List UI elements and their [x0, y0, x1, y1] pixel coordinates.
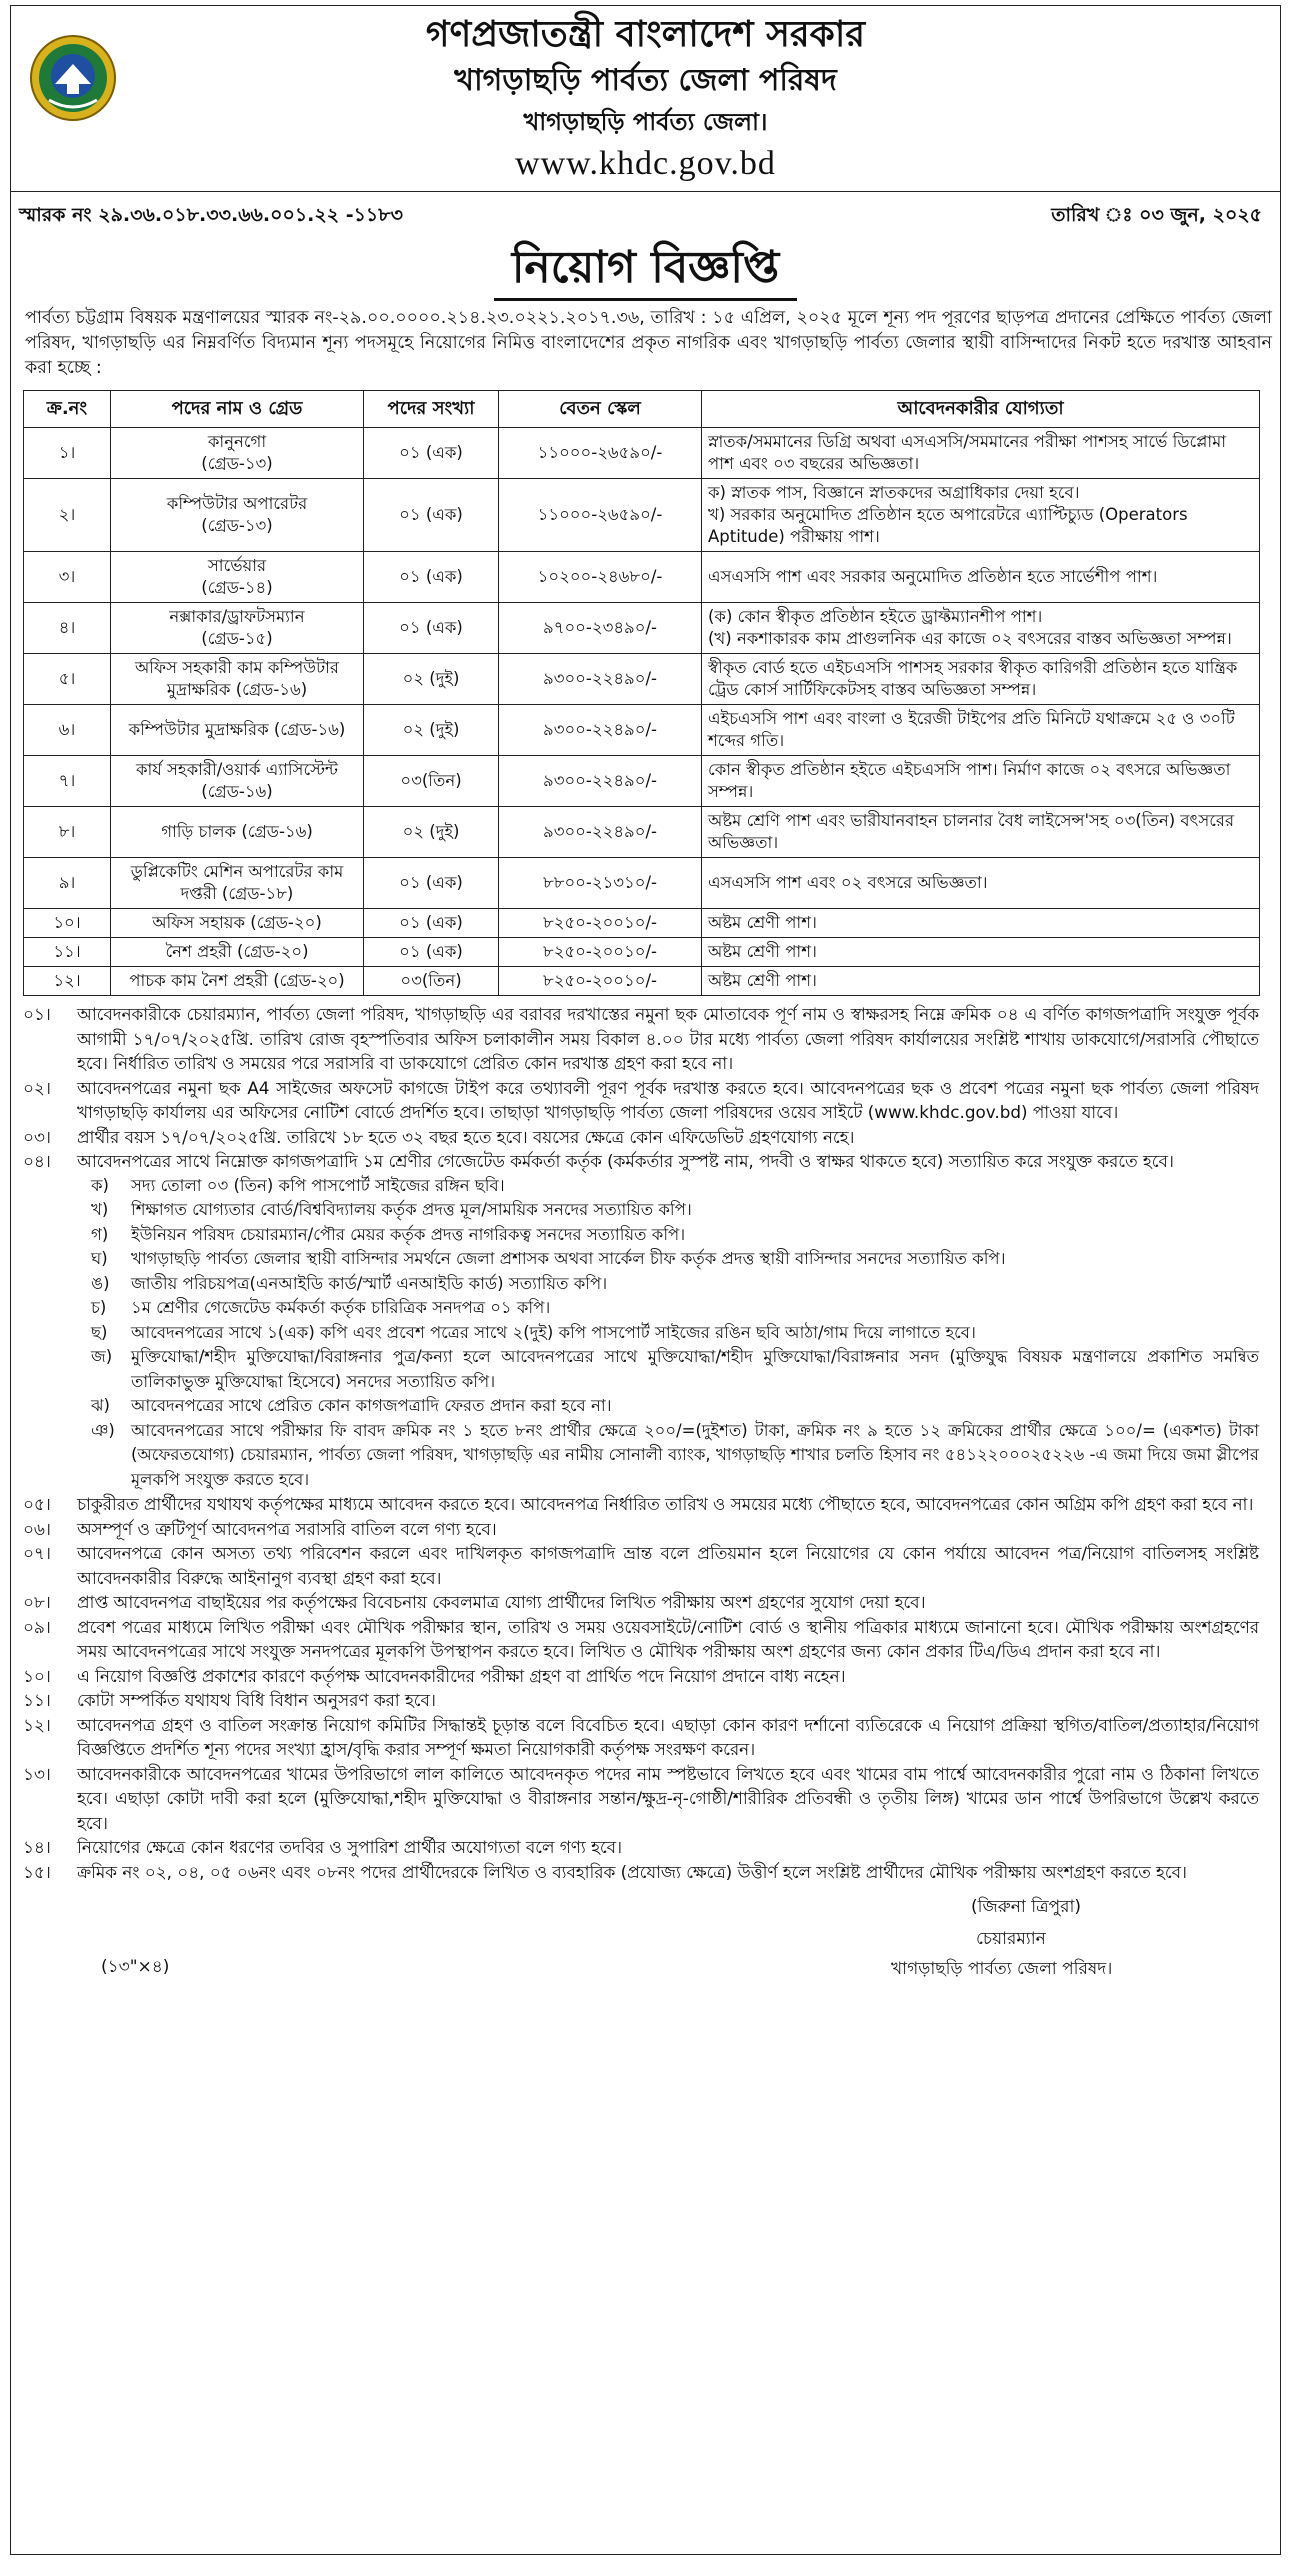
attachment-item	[77, 1321, 1259, 1346]
attachment-text: জাতীয় পরিচয়পত্র(এনআইডি কার্ড/স্মার্ট এনআইডি কার্ড) সত্যায়িত কপি।	[131, 1273, 608, 1293]
row-scale: ১০২০০-২৪৬৮০/-	[499, 552, 702, 603]
header-serial: ক্র.নং	[24, 391, 111, 428]
row-qualification: অষ্টম শ্রেণী পাশ।	[702, 909, 1260, 938]
row-post: নক্সাকার/ড্রাফটসম্যান (গ্রেড-১৫)	[111, 603, 364, 654]
table-row	[24, 807, 1260, 858]
condition-item	[19, 1492, 1259, 1517]
signer-name: (জিরুনা ত্রিপুরা)	[971, 1897, 1082, 1917]
signer-org: খাগড়াছড়ি পার্বত্য জেলা পরিষদ।	[891, 1959, 1113, 1979]
condition-number: ০৫।	[23, 1494, 51, 1514]
row-post: কম্পিউটার অপারেটর (গ্রেড-১৩)	[111, 479, 364, 552]
row-count: ০৩(তিন)	[364, 756, 499, 807]
row-scale: ৯৭০০-২৩৪৯০/-	[499, 603, 702, 654]
attachment-text: আবেদনপত্রের সাথে পরীক্ষার ফি বাবদ ক্রমিক নং ১ হতে ৮নং প্রার্থীর ক্ষেত্রে ২০০/=(দুইশত) টাকা, ক্রমিক নং ৯ হতে ১২ ক্রমিকের প্রার্থীর ক্ষেত্রে ১০০/= (একশত) টাকা (অফেরতযোগ্য) চেয়ারম্যান, পার্বত্য জেলা পরিষদ, খাগড়াছড়ি এর নামীয় সোনালী ব্যাংক, খাগড়াছড়ি শাখার চলতি হিসাব নং ৫৪১২২০০০২৫২২৬ -এ জমা দিয়ে জমা স্লীপের মূলকপি সংযুক্ত করতে হবে।	[131, 1420, 1259, 1489]
condition-number: ০৯।	[23, 1616, 51, 1637]
row-post: কানুনগো (গ্রেড-১৩)	[111, 428, 364, 479]
condition-item	[19, 1149, 1259, 1174]
row-qualification: অষ্টম শ্রেণী পাশ।	[702, 967, 1260, 996]
table-row	[24, 967, 1260, 996]
notice-page	[10, 5, 1281, 2555]
table-body	[24, 428, 1260, 996]
condition-number: ০৩।	[23, 1126, 51, 1147]
attachment-item	[77, 1394, 1259, 1419]
header-qualification: আবেদনকারীর যোগ্যতা	[702, 391, 1260, 428]
attachment-text: ইউনিয়ন পরিষদ চেয়ারম্যান/পৌর মেয়র কর্তৃক প্রদত্ত নাগরিকত্ব সনদের সত্যায়িত কপি।	[131, 1224, 686, 1244]
row-post: অফিস সহকারী কাম কম্পিউটার মুদ্রাক্ষরিক (গ্রেড-১৬)	[111, 654, 364, 705]
condition-text: প্রবেশ পত্রের মাধ্যমে লিখিত পরীক্ষা এবং মৌখিক পরীক্ষার স্থান, তারিখ ও সময় ওয়েবসাইটে/নোটিশ বোর্ড ও স্থানীয় পত্রিকার মাধ্যমে জানানো হবে। মৌখিক পরীক্ষায় অংশগ্রহণের সময় আবেদনপত্রের সাথে সংযুক্ত সনদপত্রের মূলকপি উপস্থাপন করতে হবে। লিখিত ও মৌখিক পরীক্ষায় অংশ গ্রহণের জন্য কোন প্রকার টিএ/ডিএ প্রদান করা হবে না।	[77, 1616, 1259, 1661]
table-row	[24, 756, 1260, 807]
row-qualification: স্নাতক/সমমানের ডিগ্রি অথবা এসএসসি/সমমানের পরীক্ষা পাশসহ সার্ভে ডিপ্লোমা পাশ এবং ০৩ বছরের অভিজ্ঞতা।	[702, 428, 1260, 479]
row-count: ০২ (দুই)	[364, 705, 499, 756]
condition-text: প্রাপ্ত আবেদনপত্র বাছাইয়ের পর কর্তৃপক্ষের বিবেচনায় কেবলমাত্র যোগ্য প্রার্থীদের লিখিত পরীক্ষায় অংশ গ্রহণের সুযোগ দেয়া হবে।	[77, 1592, 926, 1612]
attachment-item	[77, 1272, 1259, 1297]
attachment-item	[77, 1247, 1259, 1272]
condition-number: ০১।	[23, 1004, 51, 1024]
condition-item	[19, 1541, 1259, 1590]
condition-item	[19, 1664, 1259, 1689]
row-scale: ৯৩০০-২২৪৯০/-	[499, 705, 702, 756]
row-scale: ১১০০০-২৬৫৯০/-	[499, 428, 702, 479]
row-qualification: অষ্টম শ্রেণী পাশ।	[702, 938, 1260, 967]
attachment-item	[77, 1345, 1259, 1394]
row-post: পাচক কাম নৈশ প্রহরী (গ্রেড-২০)	[111, 967, 364, 996]
attachment-label: ঞ)	[91, 1420, 115, 1440]
condition-item	[19, 1125, 1259, 1150]
conditions-part-a	[19, 1002, 1259, 1174]
condition-text: আবেদনকারীকে চেয়ারম্যান, পার্বত্য জেলা পরিষদ, খাগড়াছড়ি এর বরাবর দরখাস্তের নমুনা ছক মোতাবেক পূর্ণ নাম ও স্বাক্ষরসহ নিম্নে ক্রমিক ০৪ এ বর্ণিত কাগজপত্রাদি সংযুক্ত পূর্বক আগামী ১৭/০৭/২০২৫খ্রি. তারিখ রোজ বৃহস্পতিবার অফিস চলাকালীন সময় বিকাল ৪.০০ টার মধ্যে পার্বত্য জেলা পরিষদ কার্যালয়ের সংশ্লিষ্ট শাখায় ডাকযোগে/সরাসরি পৌছাতে হবে। নির্ধারিত তারিখ ও সময়ের পরে সরাসরি বা ডাকযোগে প্রেরিত কোন দরখাস্ত গ্রহণ করা হবে না।	[77, 1004, 1259, 1073]
row-post: কার্য সহকারী/ওয়ার্ক এ্যাসিস্টেন্ট (গ্রেড-১৬)	[111, 756, 364, 807]
header-scale: বেতন স্কেল	[499, 391, 702, 428]
size-note: (১৩"×৪)	[101, 1957, 170, 1977]
condition-number: ১৫।	[23, 1861, 51, 1882]
table-row	[24, 428, 1260, 479]
attachment-text: খাগড়াছড়ি পার্বত্য জেলার স্থায়ী বাসিন্দার সমর্থনে জেলা প্রশাসক অথবা সার্কেল চীফ কর্তৃক প্রদত্ত স্থায়ী বাসিন্দার সনদের সত্যায়িত কপি।	[131, 1249, 1006, 1268]
row-count: ০২ (দুই)	[364, 807, 499, 858]
signature-block	[11, 1884, 1280, 2004]
row-qualification: এসএসসি পাশ এবং সরকার অনুমোদিত প্রতিষ্ঠান হতে সার্ভেশীপ পাশ।	[702, 552, 1260, 603]
attachment-label: ছ)	[91, 1322, 108, 1342]
condition-number: ১০।	[23, 1665, 51, 1686]
attachment-item	[77, 1296, 1259, 1321]
row-qualification: (ক) কোন স্বীকৃত প্রতিষ্ঠান হইতে ড্রাফ্টম্যানশীপ পাশ। (খ) নকশাকারক কাম প্রাগুলনিক এর কাজে ০২ বৎসরের বাস্তব অভিজ্ঞতা সম্পন্ন।	[702, 603, 1260, 654]
attachment-label: ঘ)	[91, 1249, 108, 1268]
row-scale: ৯৩০০-২২৪৯০/-	[499, 807, 702, 858]
notice-title-wrap	[11, 232, 1280, 306]
row-count: ০১ (এক)	[364, 938, 499, 967]
row-qualification: স্বীকৃত বোর্ড হতে এইচএসসি পাশসহ সরকার স্বীকৃত কারিগরী প্রতিষ্ঠান হতে যান্ত্রিক ট্রেড কোর্স সার্টিফিকেটসহ বাস্তব অভিজ্ঞতা সম্পন্ন।	[702, 654, 1260, 705]
condition-text: এ নিয়োগ বিজ্ঞপ্তি প্রকাশের কারণে কর্তৃপক্ষ আবেদনকারীদের পরীক্ষা গ্রহণ বা প্রার্থিত পদে নিয়োগ প্রদানে বাধ্য নহেন।	[77, 1665, 846, 1686]
attachment-text: আবেদনপত্রের সাথে ১(এক) কপি এবং প্রবেশ পত্রের সাথে ২(দুই) কপি পাসপোর্ট সাইজের রঙিন ছবি আঠা/গাম দিয়ে লাগাতে হবে।	[131, 1322, 976, 1342]
attachment-item	[77, 1223, 1259, 1248]
row-qualification: কোন স্বীকৃত প্রতিষ্ঠান হইতে এইচএসসি পাশ। নির্মাণ কাজে ০২ বৎসরে অভিজ্ঞতা সম্পন্ন।	[702, 756, 1260, 807]
conditions-part-b	[19, 1492, 1259, 1884]
row-count: ০১ (এক)	[364, 479, 499, 552]
row-serial: ৭।	[24, 756, 111, 807]
condition-item	[19, 1517, 1259, 1542]
attachment-item	[77, 1174, 1259, 1199]
row-serial: ১০।	[24, 909, 111, 938]
row-serial: ১।	[24, 428, 111, 479]
header-post: পদের নাম ও গ্রেড	[111, 391, 364, 428]
row-serial: ৮।	[24, 807, 111, 858]
org-title: গণপ্রজাতন্ত্রী বাংলাদেশ সরকার	[425, 13, 866, 55]
attachment-list	[19, 1174, 1259, 1493]
notice-title: নিয়োগ বিজ্ঞপ্তি	[494, 238, 797, 301]
condition-text: ক্রমিক নং ০২, ০৪, ০৫ ০৬নং এবং ০৮নং পদের প্রার্থীদেরকে লিখিত ও ব্যবহারিক (প্রযোজ্য ক্ষেত্রে) উত্তীর্ণ হলে সংশ্লিষ্ট প্রার্থীদের মৌখিক পরীক্ষায় অংশগ্রহণ করতে হবে।	[77, 1861, 1187, 1882]
attachment-item	[77, 1198, 1259, 1223]
row-serial: ১১।	[24, 938, 111, 967]
row-scale: ৯৩০০-২২৪৯০/-	[499, 756, 702, 807]
table-row	[24, 479, 1260, 552]
condition-text: আবেদনপত্রের সাথে নিম্নোক্ত কাগজপত্রাদি ১ম শ্রেণীর গেজেটেড কর্মকর্তা কর্তৃক (কর্মকর্তার সুস্পষ্ট নাম, পদবী ও স্বাক্ষর থাকতে হবে) সত্যায়িত করে সংযুক্ত করতে হবে।	[77, 1151, 1174, 1171]
row-count: ০১ (এক)	[364, 858, 499, 909]
row-post: ডুপ্লিকেটিং মেশিন অপারেটর কাম দপ্তরী (গ্রেড-১৮)	[111, 858, 364, 909]
attachment-text: আবেদনপত্রের সাথে প্রেরিত কোন কাগজপত্রাদি ফেরত প্রদান করা হবে না।	[131, 1396, 612, 1415]
row-scale: ৮২৫০-২০০১০/-	[499, 938, 702, 967]
row-count: ০১ (এক)	[364, 909, 499, 938]
condition-number: ০৮।	[23, 1592, 51, 1612]
row-qualification: এসএসসি পাশ এবং ০২ বৎসরে অভিজ্ঞতা।	[702, 858, 1260, 909]
attachment-label: চ)	[91, 1298, 107, 1317]
row-post: সার্ভেয়ার (গ্রেড-১৪)	[111, 552, 364, 603]
condition-item	[19, 1688, 1259, 1713]
table-row	[24, 909, 1260, 938]
posts-table	[23, 390, 1260, 996]
condition-text: অসম্পূর্ণ ও ত্রুটিপূর্ণ আবেদনপত্র সরাসরি বাতিল বলে গণ্য হবে।	[77, 1518, 497, 1539]
row-count: ০১ (এক)	[364, 603, 499, 654]
condition-text: আবেদনপত্রে কোন অসত্য তথ্য পরিবেশন করলে এবং দাখিলকৃত কাগজপত্রাদি ভ্রান্ত বলে প্রতিয়মান হলে নিয়োগের যে কোন পর্যায়ে আবেদন পত্র/নিয়োগ বাতিলসহ সংশ্লিষ্ট আবেদনকারীর বিরুদ্ধে আইনানুগ ব্যবস্থা গ্রহণ করা হবে।	[77, 1543, 1259, 1588]
row-serial: ৪।	[24, 603, 111, 654]
notice-intro: পার্বত্য চট্টগ্রাম বিষয়ক মন্ত্রণালয়ের স্মারক নং-২৯.০০.০০০০.২১৪.২৩.০২২১.২০১৭.৩৬, তারিখ : ১৫ এপ্রিল, ২০২৫ মূলে শূন্য পদ পূরণের ছাড়পত্র প্রদানের প্রেক্ষিতে পার্বত্য জেলা পরিষদ, খাগড়াছড়ি এর নিম্নবর্ণিত বিদ্যমান শূন্য পদসমূহে নিয়োগের নিমিত্ত বাংলাদেশের প্রকৃত নাগরিক এবং খাগড়াছড়ি পার্বত্য জেলার স্থায়ী বাসিন্দাদের নিকট হতে দরখাস্ত আহবান করা হচ্ছে :	[25, 308, 1272, 378]
attachment-label: ঙ)	[91, 1273, 110, 1293]
row-scale: ৯৩০০-২২৪৯০/-	[499, 654, 702, 705]
row-post: গাড়ি চালক (গ্রেড-১৬)	[111, 807, 364, 858]
condition-item	[19, 1860, 1259, 1885]
row-count: ০২ (দুই)	[364, 654, 499, 705]
condition-number: ১৪।	[23, 1837, 51, 1857]
row-post: নৈশ প্রহরী (গ্রেড-২০)	[111, 938, 364, 967]
table-row	[24, 654, 1260, 705]
attachment-label: খ)	[91, 1200, 109, 1219]
condition-item	[19, 1615, 1259, 1664]
memo-date: তারিখ ঃ ০৩ জুন, ২০২৫	[1051, 204, 1262, 226]
attachment-label: গ)	[91, 1224, 109, 1244]
letterhead	[11, 6, 1280, 191]
attachment-text: সদ্য তোলা ০৩ (তিন) কপি পাসপোর্ট সাইজের রঙ্গিন ছবি।	[131, 1175, 505, 1195]
table-row	[24, 938, 1260, 967]
attachment-label: জ)	[91, 1347, 113, 1366]
condition-number: ১১।	[23, 1690, 51, 1710]
condition-text: আবেদনপত্র গ্রহণ ও বাতিল সংক্রান্ত নিয়োগ কমিটির সিদ্ধান্তই চূড়ান্ত বলে বিবেচিত হবে। এছাড়া কোন কারণ দর্শানো ব্যতিরেকে এ নিয়োগ প্রক্রিয়া স্থগিত/বাতিল/প্রত্যাহার/নিয়োগ বিজ্ঞপ্তিতে প্রদর্শিত শূন্য পদের সংখ্যা হ্রাস/বৃদ্ধি করার সম্পূর্ণ ক্ষমতা নিয়োগকারী কর্তৃপক্ষ সংরক্ষণ করেন।	[77, 1714, 1259, 1759]
row-qualification: ক) স্নাতক পাস, বিজ্ঞানে স্নাতকদের অগ্রাধিকার দেয়া হবে। খ) সরকার অনুমোদিত প্রতিষ্ঠান হতে অপারেটরে এ্যাপ্টিচ্যুড (Operators Aptitude) পরীক্ষায় পাশ।	[702, 479, 1260, 552]
condition-item	[19, 1713, 1259, 1762]
row-serial: ৬।	[24, 705, 111, 756]
condition-item	[19, 1762, 1259, 1836]
condition-number: ০৭।	[23, 1543, 51, 1563]
row-serial: ৩।	[24, 552, 111, 603]
condition-text: চাকুরীরত প্রার্থীদের যথাযথ কর্তৃপক্ষের মাধ্যমে আবেদন করতে হবে। আবেদনপত্র নির্ধারিত তারিখ ও সময়ের মধ্যে পৌছাতে হবে, আবেদনপত্রের কোন অগ্রিম কপি গ্রহণ করা হবে না।	[77, 1494, 1254, 1514]
website-link[interactable]: www.khdc.gov.bd	[515, 145, 776, 182]
condition-text: প্রার্থীর বয়স ১৭/০৭/২০২৫খ্রি. তারিখে ১৮ হতে ৩২ বছর হতে হবে। বয়সের ক্ষেত্রে কোন এফিডেভিট গ্রহণযোগ্য নহে।	[77, 1126, 855, 1147]
table-row	[24, 603, 1260, 654]
attachment-label: ক)	[91, 1175, 109, 1195]
row-serial: ৯।	[24, 858, 111, 909]
conditions	[19, 1002, 1259, 1884]
header-count: পদের সংখ্যা	[364, 391, 499, 428]
condition-number: ১২।	[23, 1714, 51, 1735]
condition-number: ০৪।	[23, 1151, 51, 1171]
condition-text: নিয়োগের ক্ষেত্রে কোন ধরণের তদবির ও সুপারিশ প্রার্থীর অযোগ্যতা বলে গণ্য হবে।	[77, 1837, 622, 1857]
org-subtitle: খাগড়াছড়ি পার্বত্য জেলা পরিষদ	[454, 63, 837, 98]
attachment-text: ১ম শ্রেণীর গেজেটেড কর্মকর্তা কর্তৃক চারিত্রিক সনদপত্র ০১ কপি।	[131, 1298, 551, 1317]
row-serial: ২।	[24, 479, 111, 552]
attachment-text: মুক্তিযোদ্ধা/শহীদ মুক্তিযোদ্ধা/বিরাঙ্গনার পুত্র/কন্যা হলে আবেদনপত্রের সাথে মুক্তিযোদ্ধা/শহীদ মুক্তিযোদ্ধা/বিরাঙ্গনার সনদ (মুক্তিযুদ্ধ বিষয়ক মন্ত্রণালয়ে প্রকাশিত সমন্বিত তালিকাভুক্ত মুক্তিযোদ্ধা হিসেবে) সনদের সত্যায়িত কপি।	[131, 1347, 1259, 1391]
condition-item	[19, 1835, 1259, 1860]
row-qualification: এইচএসসি পাশ এবং বাংলা ও ইরেজী টাইপের প্রতি মিনিটে যথাক্রমে ২৫ ও ৩০টি শব্দের গতি।	[702, 705, 1260, 756]
condition-item	[19, 1590, 1259, 1615]
table-row	[24, 705, 1260, 756]
row-scale: ১১০০০-২৬৫৯০/-	[499, 479, 702, 552]
condition-number: ১৩।	[23, 1763, 51, 1784]
row-qualification: অষ্টম শ্রেণি পাশ এবং ভারীযানবাহন চালনার বৈধ লাইসেন্স'সহ ০৩(তিন) বৎসরের অভিজ্ঞতা।	[702, 807, 1260, 858]
row-scale: ৮৮০০-২১৩১০/-	[499, 858, 702, 909]
org-location: খাগড়াছড়ি পার্বত্য জেলা।	[523, 107, 768, 136]
row-count: ০৩(তিন)	[364, 967, 499, 996]
memo-reference: স্মারক নং ২৯.৩৬.০১৮.৩৩.৬৬.০০১.২২ -১১৮৩	[19, 204, 403, 226]
row-scale: ৮২৫০-২০০১০/-	[499, 967, 702, 996]
attachment-text: শিক্ষাগত যোগ্যতার বোর্ড/বিশ্ববিদ্যালয় কর্তৃক প্রদত্ত মূল/সাময়িক সনদের সত্যায়িত কপি।	[131, 1200, 692, 1219]
row-scale: ৮২৫০-২০০১০/-	[499, 909, 702, 938]
condition-number: ০৬।	[23, 1518, 51, 1539]
table-row	[24, 858, 1260, 909]
attachment-item	[77, 1419, 1259, 1493]
condition-text: কোটা সম্পর্কিত যথাযথ বিধি বিধান অনুসরণ করা হবে।	[77, 1690, 436, 1710]
condition-item	[19, 1002, 1259, 1076]
condition-item	[19, 1076, 1259, 1125]
memo-row	[11, 191, 1280, 232]
signer-title: চেয়ারম্যান	[976, 1929, 1046, 1949]
attachment-label: ঝ)	[91, 1396, 110, 1415]
row-post: কম্পিউটার মুদ্রাক্ষরিক (গ্রেড-১৬)	[111, 705, 364, 756]
condition-number: ০২।	[23, 1077, 51, 1098]
row-serial: ৫।	[24, 654, 111, 705]
condition-text: আবেদনপত্রের নমুনা ছক A4 সাইজের অফসেট কাগজে টাইপ করে তথ্যাবলী পূরণ পূর্বক দরখাস্ত করতে হবে। আবেদনপত্রের ছক ও প্রবেশ পত্রের নমুনা ছক পার্বত্য জেলা পরিষদ খাগড়াছড়ি কার্যালয় এর অফিসের নোটিশ বোর্ডে প্রদর্শিত হবে। তাছাড়া খাগড়াছড়ি পার্বত্য জেলা পরিষদের ওয়েব সাইটে (www.khdc.gov.bd) পাওয়া যাবে।	[77, 1077, 1259, 1122]
table-header-row	[24, 391, 1260, 428]
row-count: ০১ (এক)	[364, 428, 499, 479]
row-count: ০১ (এক)	[364, 552, 499, 603]
table-row	[24, 552, 1260, 603]
condition-text: আবেদনকারীকে আবেদনপত্রের খামের উপরিভাগে লাল কালিতে আবেদনকৃত পদের নাম স্পষ্টভাবে লিখতে হবে এবং খামের বাম পার্শ্বে আবেদনকারীর পুরো নাম ও ঠিকানা লিখতে হবে। এছাড়া কোটা দাবী করা হলে (মুক্তিযোদ্ধা,শহীদ মুক্তিযোদ্ধা ও বীরাঙ্গনার সন্তান/ক্ষুদ্র-নৃ-গোষ্ঠী/শারীরিক প্রতিবন্ধী ও তৃতীয় লিঙ্গ) খামের ডান পার্শ্বে উপরিভাগে উল্লেখ করতে হবে।	[77, 1763, 1259, 1833]
row-serial: ১২।	[24, 967, 111, 996]
row-post: অফিস সহায়ক (গ্রেড-২০)	[111, 909, 364, 938]
